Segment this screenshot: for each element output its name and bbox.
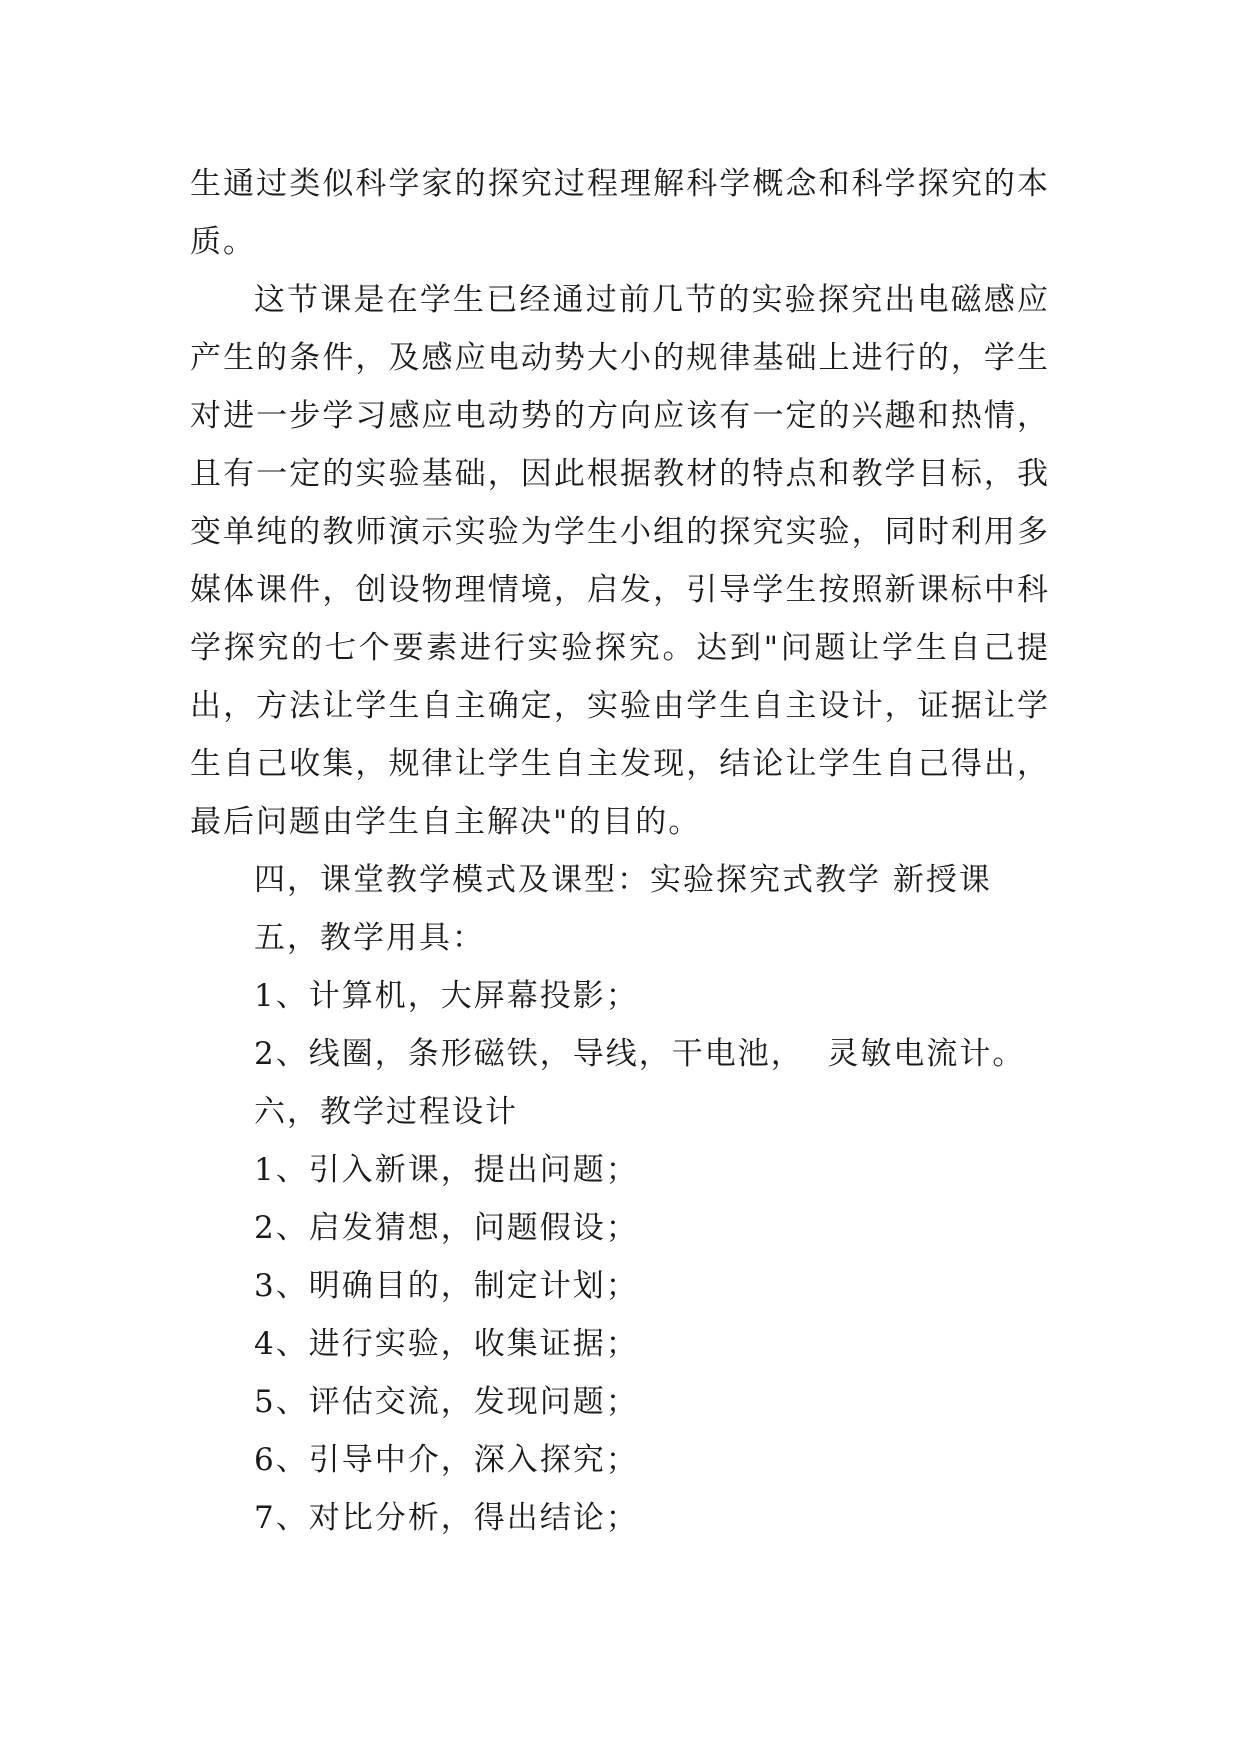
paragraph-course-background: 这节课是在学生已经通过前几节的实验探究出电磁感应产生的条件，及感应电动势大小的规律基础上进行的，学生对进一步学习感应电动势的方向应该有一定的兴趣和热情，且有一定的实验基础，因此根据教材的特点和教学目标，我变单纯的教师演示实验为学生小组的探究实验，同时利用多媒体课件，创设物理情境，启发，引导学生按照新课标中科学探究的七个要素进行实验探究。达到"问题让学生自己提出，方法让学生自主确定，实验由学生自主设计，证据让学生自己收集，规律让学生自主发现，结论让学生自己得出，最后问题由学生自主解决"的目的。 [190,282,1050,840]
list-item-process-1: 1、引入新课，提出问题； [254,1152,639,1188]
list-item-process-6: 6、引导中介，深入探究； [254,1442,639,1478]
list-item-process-4: 4、进行实验，收集证据； [254,1326,639,1362]
section-tools-heading: 五，教学用具： [254,920,485,956]
list-item-process-2: 2、启发猜想，问题假设； [254,1210,639,1246]
paragraph-continuation: 生通过类似科学家的探究过程理解科学概念和科学探究的本质。 [190,166,1050,260]
list-item-tool-2: 2、线圈，条形磁铁，导线，干电池， 灵敏电流计。 [254,1036,1026,1072]
list-item-process-3: 3、明确目的，制定计划； [254,1268,639,1304]
list-item-process-7: 7、对比分析，得出结论； [254,1500,639,1536]
list-item-tool-1: 1、计算机，大屏幕投影； [254,978,639,1014]
section-teaching-mode: 四，课堂教学模式及课型：实验探究式教学 新授课 [254,862,992,898]
document-body [190,155,1050,1547]
section-process-heading: 六，教学过程设计 [254,1094,518,1130]
list-item-process-5: 5、评估交流，发现问题； [254,1384,639,1420]
